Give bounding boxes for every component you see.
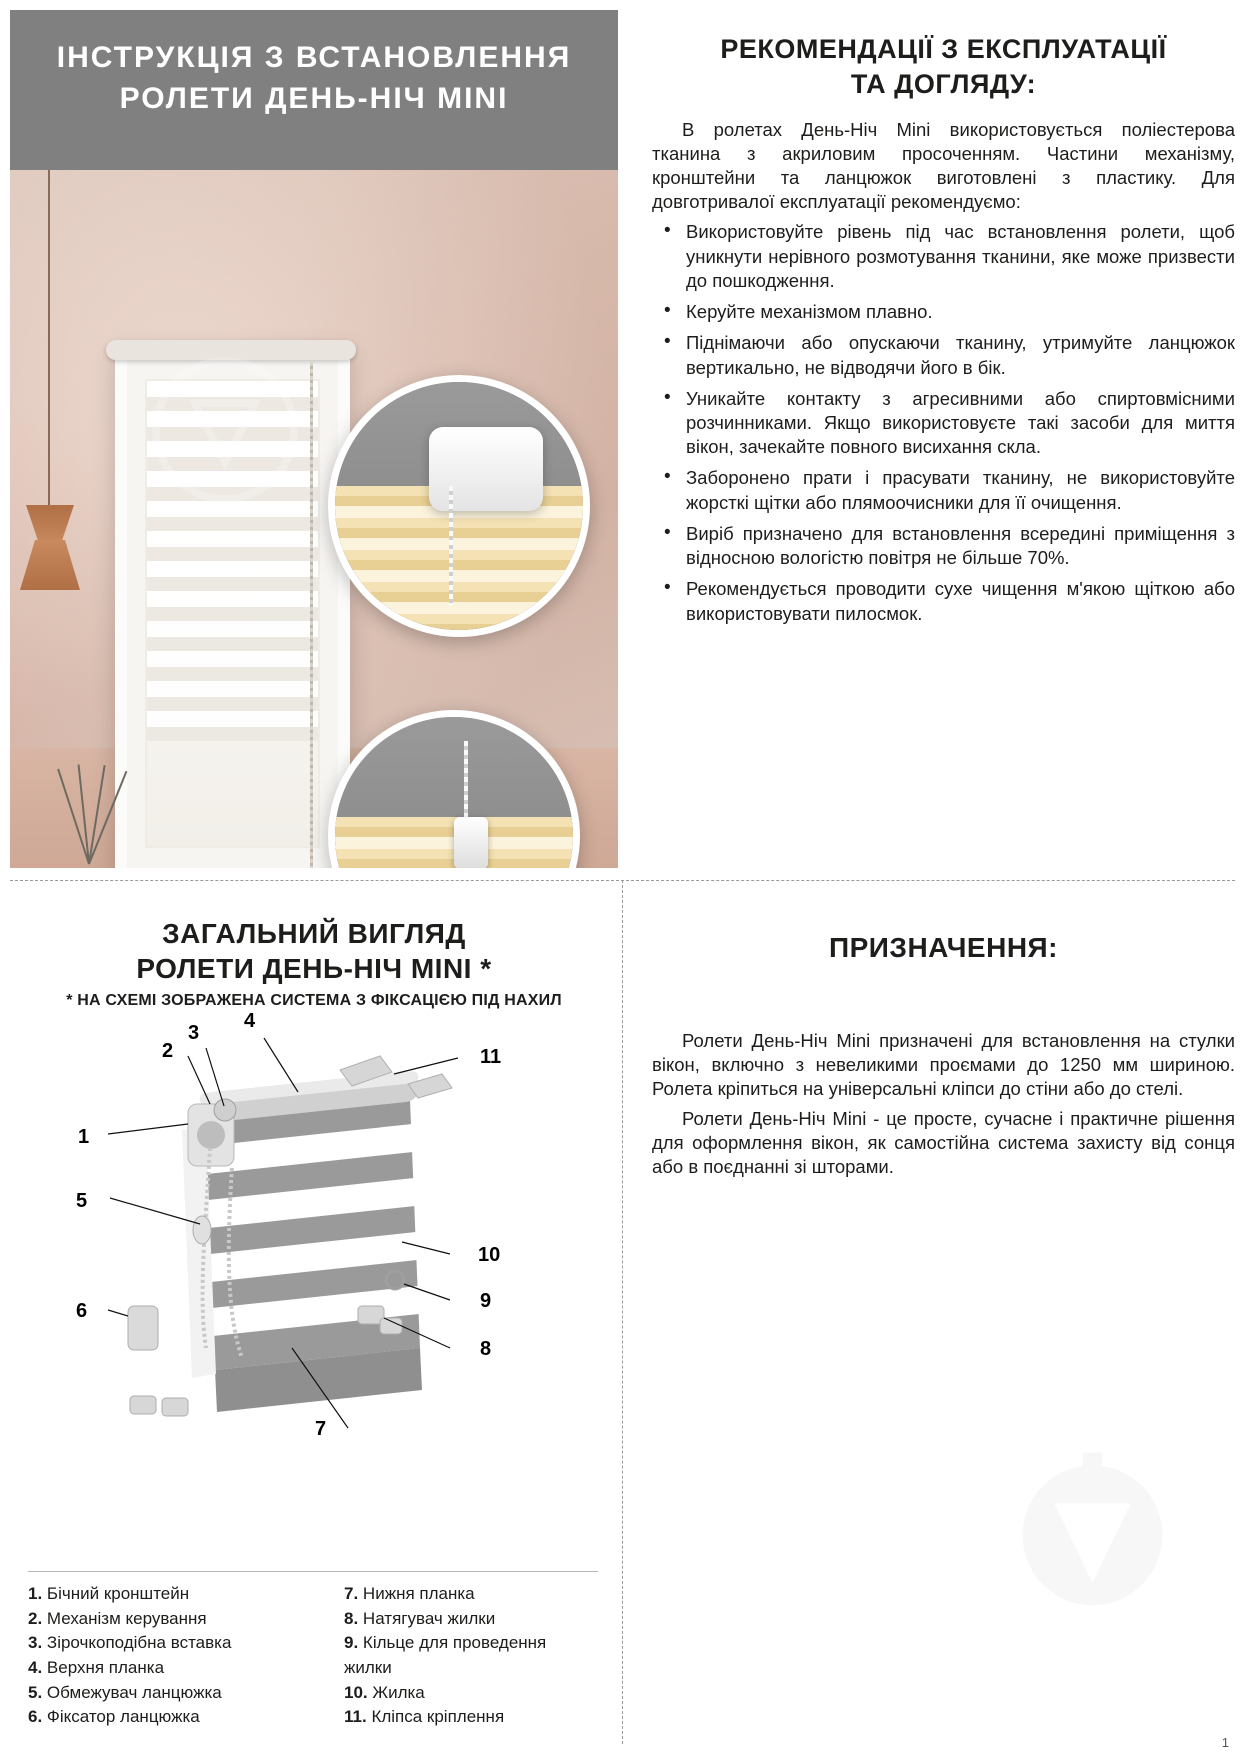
care-bullet: • Керуйте механізмом плавно. xyxy=(652,300,1235,324)
legend-item xyxy=(28,1582,318,1607)
page-number: 1 xyxy=(1221,1735,1229,1750)
callout-9: 9 xyxy=(480,1290,492,1312)
purpose-title: ПРИЗНАЧЕННЯ: xyxy=(828,932,1058,963)
detail-photo-mechanism xyxy=(328,375,590,637)
legend-number: 10. xyxy=(344,1682,368,1702)
overview-title-line2: РОЛЕТИ ДЕНЬ-НІЧ MINI * xyxy=(136,953,492,984)
care-bullet-list xyxy=(652,220,1235,626)
legend-text: Фіксатор ланцюжка xyxy=(46,1707,200,1727)
legend-item xyxy=(28,1631,318,1656)
legend-text: Жилка xyxy=(372,1682,425,1702)
callout-7: 7 xyxy=(315,1418,327,1440)
care-bullet: • Використовуйте рівень під час встановлення ролети, щоб уникнути нерівного розмотування тканини, яке може призвести до пошкодження. xyxy=(652,220,1235,293)
legend-number: 4. xyxy=(28,1658,43,1678)
legend-item xyxy=(344,1705,594,1730)
legend-text: Нижня планка xyxy=(362,1584,475,1604)
legend-item xyxy=(28,1681,318,1706)
legend-item xyxy=(344,1631,594,1680)
top-section xyxy=(10,10,1235,880)
installation-header-band xyxy=(10,10,618,170)
overview-title-line1: ЗАГАЛЬНИЙ ВИГЛЯД xyxy=(162,918,466,949)
callout-4: 4 xyxy=(244,1010,256,1032)
legend-item xyxy=(344,1607,594,1632)
detail-photo-bottom-clip xyxy=(328,710,580,868)
legend-number: 3. xyxy=(28,1633,43,1653)
callout-5: 5 xyxy=(76,1190,88,1212)
overview-note: * НА СХЕМІ ЗОБРАЖЕНА СИСТЕМА З ФІКСАЦІЄЮ ПІД НАХИЛ xyxy=(66,992,562,1009)
installation-column xyxy=(10,10,618,880)
overview-column xyxy=(10,894,618,1744)
care-title xyxy=(652,32,1235,102)
vertical-divider xyxy=(622,880,623,1744)
callout-3: 3 xyxy=(188,1022,200,1044)
legend-item xyxy=(28,1705,318,1730)
legend-number: 5. xyxy=(28,1682,43,1702)
legend-item xyxy=(28,1656,318,1681)
legend xyxy=(28,1571,598,1730)
diagram-svg xyxy=(10,1018,618,1538)
legend-number: 11. xyxy=(344,1707,367,1727)
legend-number: 7. xyxy=(344,1584,359,1604)
legend-text: Бічний кронштейн xyxy=(46,1584,190,1604)
installation-photo xyxy=(10,170,618,868)
legend-text: Кліпса кріплення xyxy=(371,1707,505,1727)
legend-column-left xyxy=(28,1582,318,1730)
exploded-diagram xyxy=(10,1010,618,1538)
care-title-line1: РЕКОМЕНДАЦІЇ З ЕКСПЛУАТАЦІЇ xyxy=(720,34,1167,64)
legend-number: 8. xyxy=(344,1608,359,1628)
care-column xyxy=(618,10,1235,880)
legend-text: Механізм керування xyxy=(46,1608,207,1628)
care-intro: В ролетах День-Ніч Mini використовується поліестерова тканина з акриловим просоченням. Частини механізму, кронштейни та ланцюжок виготовлені з пластику. Для довготривалої експлуатації рекомендуємо: xyxy=(652,119,1235,213)
legend-item xyxy=(344,1681,594,1706)
legend-number: 2. xyxy=(28,1608,43,1628)
callout-10: 10 xyxy=(478,1244,501,1266)
legend-number: 9. xyxy=(344,1633,359,1653)
purpose-paragraph-2: Ролети День-Ніч Mini - це просте, сучасне і практичне рішення для оформлення вікон, як самостійна система захисту від сонця або в поєднанні зі шторами. xyxy=(652,1108,1235,1178)
installation-title-line1: ІНСТРУКЦІЯ З ВСТАНОВЛЕННЯ xyxy=(56,41,572,74)
legend-text: Верхня планка xyxy=(46,1658,165,1678)
decor-plant xyxy=(28,744,158,864)
legend-number: 6. xyxy=(28,1707,43,1727)
callout-6: 6 xyxy=(76,1300,88,1322)
legend-text: Обмежувач ланцюжка xyxy=(46,1682,222,1702)
callout-2: 2 xyxy=(162,1040,174,1062)
purpose-paragraph-1: Ролети День-Ніч Mini призначені для встановлення на стулки вікон, включно з невеликими проємами до 1250 мм шириною. Ролета кріпиться на універсальні кліпси до стіни або до стелі. xyxy=(652,1030,1235,1100)
overview-title xyxy=(10,916,618,986)
legend-text: Зірочкоподібна вставка xyxy=(46,1633,232,1653)
callout-1: 1 xyxy=(78,1126,90,1148)
care-bullet: • Уникайте контакту з агресивними або спиртовмісними розчинниками. Якщо використовуєте такі засоби для миття вікон, зачекайте повного висихання скла. xyxy=(652,387,1235,460)
care-bullet: • Рекомендується проводити сухе чищення м'якою щіткою або використовувати пилосмок. xyxy=(652,577,1235,625)
watermark-logo-large xyxy=(1010,1443,1175,1618)
legend-number: 1. xyxy=(28,1584,43,1604)
control-chain xyxy=(310,362,313,868)
legend-column-right xyxy=(344,1582,594,1730)
legend-item xyxy=(344,1582,594,1607)
installation-title-line2: РОЛЕТИ ДЕНЬ-НІЧ MINI xyxy=(119,81,509,115)
legend-text: Натягувач жилки xyxy=(362,1608,496,1628)
callout-11: 11 xyxy=(480,1046,502,1068)
legend-item xyxy=(28,1607,318,1632)
lamp-cord xyxy=(48,170,50,545)
care-title-line2: ТА ДОГЛЯДУ: xyxy=(850,69,1037,100)
care-bullet: • Заборонено прати і прасувати тканину, не використовуйте жорсткі щітки або плямоочисники для її очищення. xyxy=(652,466,1235,514)
care-bullet: • Виріб призначено для встановлення всередині приміщення з відносною вологістю повітря не більше 70%. xyxy=(652,522,1235,570)
purpose-column xyxy=(618,894,1235,1744)
care-bullet: • Піднімаючи або опускаючи тканину, утримуйте ланцюжок вертикально, не відводячи його в бік. xyxy=(652,331,1235,379)
callout-8: 8 xyxy=(480,1338,492,1360)
legend-text: Кільце для проведення жилки xyxy=(344,1633,547,1678)
watermark-logo xyxy=(150,355,300,505)
